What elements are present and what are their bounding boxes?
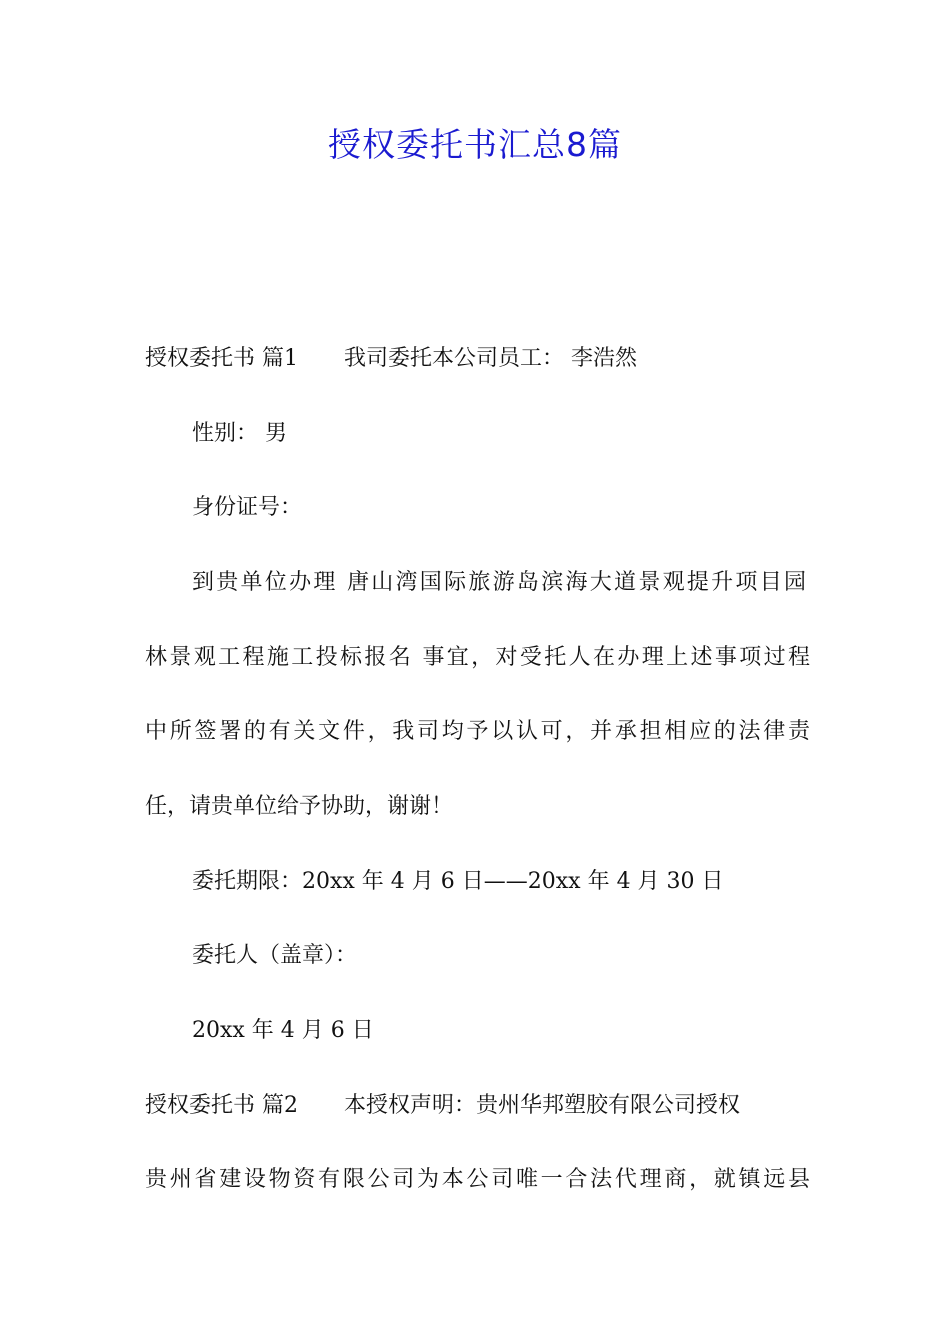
paragraph-line: 委托期限：20xx 年 4 月 6 日——20xx 年 4 月 30 日 xyxy=(192,869,724,894)
paragraph-line: 性别： 男 xyxy=(192,421,287,446)
paragraph-line: 20xx 年 4 月 6 日 xyxy=(192,1018,374,1043)
paragraph-line: 中所签署的有关文件，我司均予以认可，并承担相应的法律责 xyxy=(145,719,810,744)
paragraph-line: 到贵单位办理 唐山湾国际旅游岛滨海大道景观提升项目园 xyxy=(192,570,806,595)
paragraph-line: 委托人（盖章）： xyxy=(192,943,358,968)
line-text: 本授权声明：贵州华邦塑胶有限公司授权 xyxy=(344,1093,741,1118)
paragraph-line: 任，请贵单位给予协助，谢谢！ xyxy=(145,794,454,819)
page-title: 授权委托书汇总8篇 xyxy=(328,125,622,164)
line-text: 我司委托本公司员工： 李浩然 xyxy=(344,346,637,371)
section-heading: 授权委托书 篇2 xyxy=(145,1093,298,1118)
paragraph-line xyxy=(145,348,810,370)
paragraph-line: 林景观工程施工投标报名 事宜，对受托人在办理上述事项过程 xyxy=(145,645,810,670)
section-heading: 授权委托书 篇1 xyxy=(145,346,298,371)
paragraph-line xyxy=(145,1095,810,1117)
paragraph-line: 贵州省建设物资有限公司为本公司唯一合法代理商，就镇远县 xyxy=(145,1167,810,1192)
paragraph-line: 身份证号： xyxy=(192,495,303,520)
